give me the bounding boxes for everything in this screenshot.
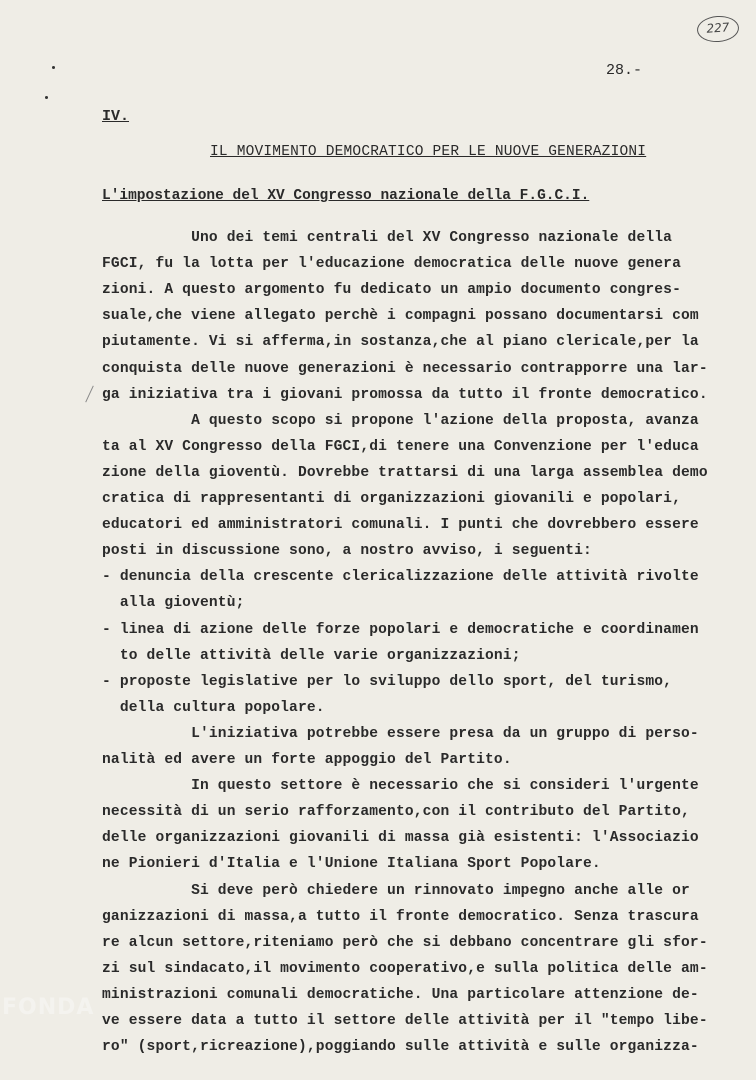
text-line: - denuncia della crescente clericalizzazione delle attività rivolte: [102, 569, 699, 586]
page-title: IL MOVIMENTO DEMOCRATICO PER LE NUOVE GENERAZIONI: [210, 144, 647, 160]
text-line: ministrazioni comunali democratiche. Una particolare attenzione de-: [102, 986, 699, 1003]
text-line: alla gioventù;: [102, 595, 245, 612]
archive-stamp: 227: [696, 15, 740, 44]
speck: [52, 66, 55, 69]
section-subtitle: L'impostazione del XV Congresso nazionale della F.G.C.I.: [102, 188, 590, 204]
text-line: nalità ed avere un forte appoggio del Partito.: [102, 752, 512, 768]
watermark: FONDA: [2, 995, 95, 1020]
text-line: posti in discussione sono, a nostro avviso, i seguenti:: [102, 543, 592, 560]
text-line: zi sul sindacato,il movimento cooperativo,e sulla politica delle am-: [102, 960, 708, 977]
text-line: In questo settore è necessario che si consideri l'urgente: [102, 778, 699, 795]
text-line: zioni. A questo argomento fu dedicato un ampio documento congres-: [102, 282, 681, 299]
text-line: conquista delle nuove generazioni è necessario contrapporre una lar-: [102, 360, 708, 377]
text-line: - proposte legislative per lo sviluppo dello sport, del turismo,: [102, 673, 673, 690]
text-line: delle organizzazioni giovanili di massa già esistenti: l'Associazio: [102, 830, 699, 847]
text-line: to delle attività delle varie organizzazioni;: [102, 647, 521, 664]
text-line: educatori ed amministratori comunali. I punti che dovrebbero essere: [102, 517, 699, 534]
page-number: 28.-: [606, 62, 643, 79]
text-line: ta al XV Congresso della FGCI,di tenere una Convenzione per l'educa: [102, 438, 699, 455]
text-line: ve essere data a tutto il settore delle attività per il "tempo libe-: [102, 1013, 708, 1029]
text-line: cratica di rappresentanti di organizzazioni giovanili e popolari,: [102, 491, 681, 507]
text-line: - linea di azione delle forze popolari e democratiche e coordinamen: [102, 621, 699, 638]
text-line: ga iniziativa tra i giovani promossa da tutto il fronte democratico.: [102, 386, 708, 403]
text-line: ganizzazioni di massa,a tutto il fronte democratico. Senza trascura: [102, 908, 699, 925]
text-line: ne Pionieri d'Italia e l'Unione Italiana Sport Popolare.: [102, 856, 601, 873]
text-line: Uno dei temi centrali del XV Congresso nazionale della: [102, 230, 673, 246]
text-line: della cultura popolare.: [102, 699, 325, 716]
section-number: IV.: [102, 108, 130, 125]
text-line: re alcun settore,riteniamo però che si debbano concentrare gli sfor-: [102, 934, 708, 951]
text-line: L'iniziativa potrebbe essere presa da un gruppo di perso-: [102, 725, 699, 742]
text-line: A questo scopo si propone l'azione della proposta, avanza: [102, 412, 699, 429]
text-line: zione della gioventù. Dovrebbe trattarsi di una larga assemblea demo: [102, 464, 708, 481]
margin-mark: [85, 386, 94, 403]
speck: [45, 96, 48, 99]
text-line: piutamente. Vi si afferma,in sostanza,che al piano clericale,per la: [102, 334, 699, 351]
text-line: suale,che viene allegato perchè i compagni possano documentarsi com: [102, 308, 699, 325]
text-line: Si deve però chiedere un rinnovato impegno anche alle or: [102, 882, 690, 899]
text-line: necessità di un serio rafforzamento,con il contributo del Partito,: [102, 804, 690, 821]
text-line: ro" (sport,ricreazione),poggiando sulle attività e sulle organizza-: [102, 1039, 699, 1056]
text-line: FGCI, fu la lotta per l'educazione democratica delle nuove genera: [102, 256, 681, 273]
